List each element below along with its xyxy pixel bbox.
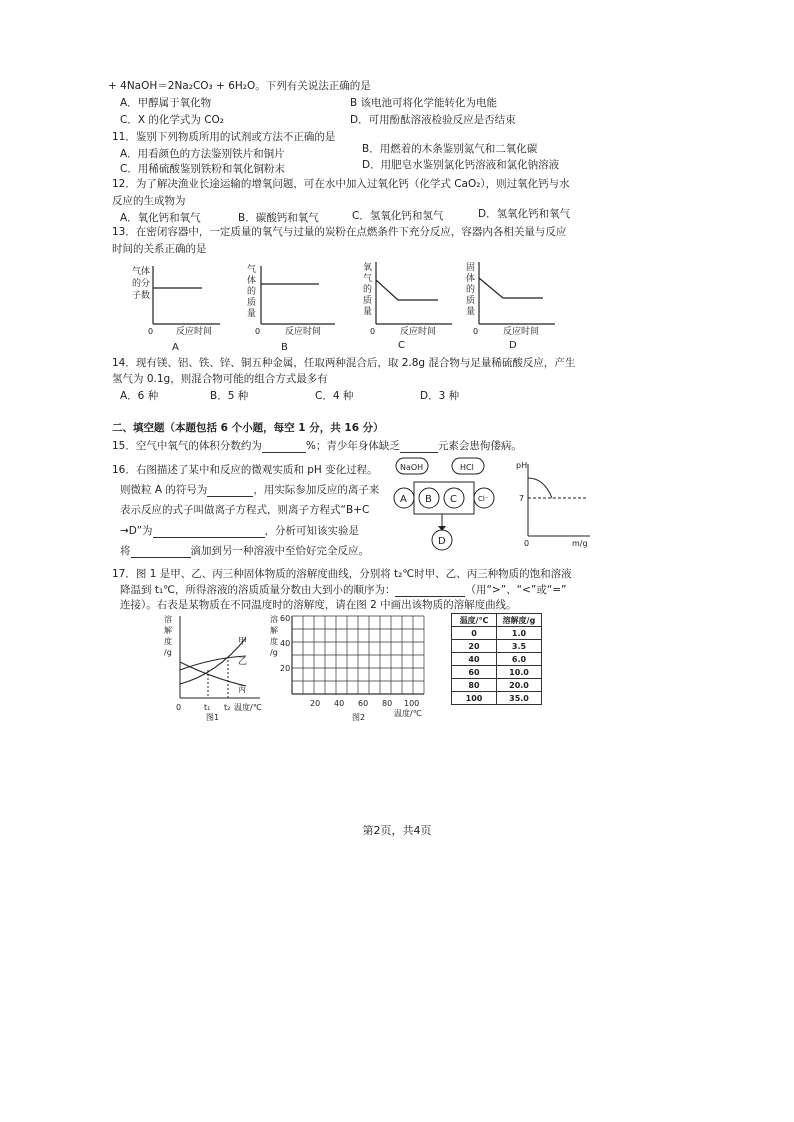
q17-fig2-xtick-100: 100 xyxy=(404,699,420,708)
q16-line4 xyxy=(120,525,359,538)
q13-graph-c-ylabel-5: 量 xyxy=(363,307,373,317)
table-cell: 100 xyxy=(452,692,497,705)
q13-graph-d-ylabel-1: 固 xyxy=(466,263,476,273)
q13-graph-a-ylabel-1: 气体 xyxy=(132,267,151,277)
q17-fig2-xtick-60: 60 xyxy=(358,699,369,708)
table-cell: 1.0 xyxy=(497,627,542,640)
q12-stem-line2: 反应的生成物为 xyxy=(112,195,186,207)
q16-ph-curve xyxy=(528,478,552,498)
q13-graph-a-origin: 0 xyxy=(148,327,154,336)
table-cell: 20 xyxy=(452,640,497,653)
q17-fig1-tick-t2: t₂ xyxy=(224,703,231,712)
q16-line5 xyxy=(120,545,369,558)
q16-ph-graph xyxy=(514,458,596,548)
q11-option-b: B．用燃着的木条鉴别氮气和二氧化碳 xyxy=(362,143,538,155)
q16-line4-a: →D”为 xyxy=(120,525,153,537)
table-cell: 35.0 xyxy=(497,692,542,705)
table-cell: 40 xyxy=(452,653,497,666)
q17-blank-1[interactable] xyxy=(395,596,465,597)
q17-solubility-table xyxy=(451,613,542,705)
q14-option-a: A．6 种 xyxy=(120,390,159,402)
q13-graph-c-option: C xyxy=(398,340,405,351)
q17-curve-jia xyxy=(180,638,246,684)
q16-naoh-label: NaOH xyxy=(400,463,424,472)
q17-fig1-tick-0: 0 xyxy=(176,703,182,712)
q14-option-d: D．3 种 xyxy=(420,390,460,402)
q13-graph-a-xlabel: 反应时间 xyxy=(176,327,213,337)
q17-fig2-grid[interactable] xyxy=(292,616,424,694)
q15-text-b: %；青少年身体缺乏 xyxy=(305,440,400,452)
q13-graph-b-ylabel-2: 体 xyxy=(247,276,257,286)
q16-line3: 表示反应的式子叫做离子方程式，则离子方程式“B+C xyxy=(120,504,370,516)
q14-stem-line1: 14．现有镁、铝、铁、锌、铜五种金属，任取两种混合后，取 2.8g 混合物与足量稀硫酸反应，产生 xyxy=(112,357,576,369)
q17-fig1-tick-t1: t₁ xyxy=(204,703,211,712)
q17-fig2-ytick-60: 60 xyxy=(280,614,291,623)
q16-blank-1[interactable] xyxy=(207,496,253,497)
q16-ph-xlabel: m/g xyxy=(572,539,588,548)
q13-graph-c xyxy=(360,258,460,350)
q17-fig2-ylabel-2: 解 xyxy=(270,626,278,635)
q16-blank-2[interactable] xyxy=(153,537,265,538)
q17-fig2-xtick-20: 20 xyxy=(310,699,321,708)
q17-fig2-xtick-40: 40 xyxy=(334,699,345,708)
q15 xyxy=(112,440,522,453)
q17-fig2-ytick-20: 20 xyxy=(280,664,291,673)
q13-stem-line2: 时间的关系正确的是 xyxy=(112,243,207,255)
q10-option-b: B 该电池可将化学能转化为电能 xyxy=(350,97,498,109)
table-row xyxy=(452,653,542,666)
table-cell: 3.5 xyxy=(497,640,542,653)
q17-fig2-caption: 图2 xyxy=(352,713,366,722)
q10-option-d: D．可用酚酞溶液检验反应是否结束 xyxy=(350,114,516,126)
q15-text-c: 元素会患佝偻病。 xyxy=(437,440,522,452)
q17-fig2-ylabel-1: 溶 xyxy=(270,615,278,624)
table-row xyxy=(452,679,542,692)
q14-stem-line2: 氢气为 0.1g，则混合物可能的组合方式最多有 xyxy=(112,373,328,385)
q13-graph-c-xlabel: 反应时间 xyxy=(400,327,437,337)
q13-graph-a-ylabel-2: 的分 xyxy=(132,279,151,289)
q13-graph-d-curve xyxy=(479,278,543,298)
q13-graph-a-option: A xyxy=(172,342,179,353)
q17-label-jia: 甲 xyxy=(238,637,248,647)
q16-ion-b: B xyxy=(425,494,432,505)
q13-graph-a-ylabel-3: 子数 xyxy=(132,291,151,301)
q13-graph-b-xlabel: 反应时间 xyxy=(285,327,322,337)
q14-option-c: C．4 种 xyxy=(315,390,354,402)
table-row xyxy=(452,666,542,679)
q17-figure-1 xyxy=(162,612,270,724)
q13-graph-d-ylabel-3: 的 xyxy=(466,285,476,295)
page-footer: 第2页，共4页 xyxy=(362,824,432,837)
table-row xyxy=(452,627,542,640)
table-cell: 20.0 xyxy=(497,679,542,692)
q16-line5-a: 将 xyxy=(120,545,131,557)
q17-label-yi: 乙 xyxy=(238,657,248,667)
q17-line2-a: 降温到 t₁℃，所得溶液的溶质质量分数由大到小的顺序为： xyxy=(120,584,396,596)
q17-fig2-ylabel-3: 度 xyxy=(270,637,278,646)
q10-option-c: C．X 的化学式为 CO₂ xyxy=(120,114,225,126)
q11-option-c: C．用稀硫酸鉴别铁粉和氧化铜粉末 xyxy=(120,163,285,175)
q16-ph-ylabel: pH xyxy=(516,461,528,470)
q17-figure-2 xyxy=(270,612,435,724)
q17-fig1-ylabel-1: 溶 xyxy=(164,615,172,624)
q11-stem: 11．鉴别下列物质所用的试剂或方法不正确的是 xyxy=(112,131,336,143)
q10-stem: + 4NaOH＝2Na₂CO₃ + 6H₂O。下列有关说法正确的是 xyxy=(108,80,371,92)
q13-graph-b-option: B xyxy=(281,342,288,353)
q16-line4-b: ，分析可知该实验是 xyxy=(264,525,360,537)
q13-graph-d-ylabel-5: 量 xyxy=(466,307,476,317)
q16-line2-a: 则微粒 A 的符号为 xyxy=(120,484,208,496)
q13-graph-d-origin: 0 xyxy=(473,327,479,336)
q13-graph-c-curve xyxy=(376,280,438,300)
table-row xyxy=(452,640,542,653)
q17-curve-bing xyxy=(180,662,246,686)
q13-graph-b-ylabel-5: 量 xyxy=(247,309,257,319)
q16-hcl-label: HCl xyxy=(460,463,474,472)
q11-option-a: A．用看颜色的方法鉴别铁片和铜片 xyxy=(120,148,285,160)
q17-fig1-caption: 图1 xyxy=(206,713,220,722)
q13-graph-b-ylabel-4: 质 xyxy=(247,298,257,308)
q13-graph-c-ylabel-4: 质 xyxy=(363,296,373,306)
q17-line2-b: （用“>”、“<”或“=” xyxy=(465,584,567,596)
q13-graph-d-option: D xyxy=(509,340,517,351)
q13-graph-d xyxy=(463,258,563,350)
q12-option-d: D．氢氧化钙和氧气 xyxy=(478,208,571,220)
q17-line3: 连接）。右表是某物质在不同温度时的溶解度，请在图 2 中画出该物质的溶解度曲线。 xyxy=(120,599,517,611)
q13-graph-c-ylabel-1: 氧 xyxy=(363,263,373,273)
q12-option-a: A．氧化钙和氧气 xyxy=(120,212,201,224)
table-row xyxy=(452,692,542,705)
q13-graph-c-ylabel-3: 的 xyxy=(363,285,373,295)
q17-fig2-ytick-40: 40 xyxy=(280,639,291,648)
q13-graph-c-ylabel-2: 气 xyxy=(363,274,373,284)
q13-graph-d-xlabel: 反应时间 xyxy=(503,327,540,337)
q16-line5-b: 滴加到另一种溶液中至恰好完全反应。 xyxy=(190,545,369,557)
q16-product-d: D xyxy=(438,536,446,547)
q16-ion-cl: Cl⁻ xyxy=(478,495,489,503)
q17-fig2-xlabel: 温度/℃ xyxy=(394,709,422,718)
q12-option-c: C．氢氧化钙和氢气 xyxy=(352,210,444,222)
table-header-row xyxy=(452,614,542,627)
table-header-temp: 温度/℃ xyxy=(452,614,497,627)
table-cell: 0 xyxy=(452,627,497,640)
q13-graph-a xyxy=(128,262,228,352)
q13-graph-b xyxy=(243,262,343,352)
table-cell: 6.0 xyxy=(497,653,542,666)
q16-line1: 16．右图描述了某中和反应的微观实质和 pH 变化过程。 xyxy=(112,464,378,476)
q13-graph-d-ylabel-2: 体 xyxy=(466,274,476,284)
q17-fig2-xtick-80: 80 xyxy=(382,699,393,708)
q12-stem-line1: 12．为了解决渔业长途运输的增氧问题，可在水中加入过氧化钙（化学式 CaO₂），则过氧化钙与水 xyxy=(112,178,570,190)
table-cell: 10.0 xyxy=(497,666,542,679)
q15-blank-1[interactable] xyxy=(262,452,306,453)
q17-fig1-ylabel-3: 度 xyxy=(164,637,172,646)
q17-label-bing: 丙 xyxy=(238,685,246,694)
q13-graph-d-ylabel-4: 质 xyxy=(466,296,476,306)
q16-ph-seven: 7 xyxy=(519,494,525,503)
q12-option-b: B．碳酸钙和氧气 xyxy=(238,212,319,224)
q13-graph-b-ylabel-1: 气 xyxy=(247,265,257,275)
q11-option-d: D．用肥皂水鉴别氯化钙溶液和氯化钠溶液 xyxy=(362,159,560,171)
q17-fig1-xlabel: 温度/℃ xyxy=(234,703,262,712)
table-cell: 60 xyxy=(452,666,497,679)
q15-text-a: 15．空气中氧气的体积分数约为 xyxy=(112,440,262,452)
q14-option-b: B．5 种 xyxy=(210,390,249,402)
q16-ion-c: C xyxy=(450,494,457,505)
q13-graph-b-ylabel-3: 的 xyxy=(247,287,257,297)
table-cell: 80 xyxy=(452,679,497,692)
q16-ph-origin: 0 xyxy=(524,539,530,548)
q15-blank-2[interactable] xyxy=(400,452,438,453)
table-header-solubility: 溶解度/g xyxy=(497,614,542,627)
q17-fig2-ylabel-4: /g xyxy=(270,648,278,657)
q13-graph-b-origin: 0 xyxy=(255,327,261,336)
q16-blank-3[interactable] xyxy=(131,557,191,558)
q16-micro-diagram xyxy=(392,456,504,550)
q13-graph-c-origin: 0 xyxy=(370,327,376,336)
q17-line1: 17．图 1 是甲、乙、丙三种固体物质的溶解度曲线，分别将 t₂℃时甲、乙、丙三种物质的饱和溶液 xyxy=(112,568,572,580)
q17-fig1-ylabel-2: 解 xyxy=(164,626,172,635)
q17-curve-yi xyxy=(180,656,246,670)
q10-option-a: A．甲醇属于氧化物 xyxy=(120,97,212,109)
q16-line2-b: ，用实际参加反应的离子来 xyxy=(253,484,380,496)
q17-line2 xyxy=(120,584,567,597)
q13-stem-line1: 13．在密闭容器中，一定质量的氧气与过量的炭粉在点燃条件下充分反应，容器内各相关量与反应 xyxy=(112,226,567,238)
q17-fig1-ylabel-4: /g xyxy=(164,648,172,657)
q16-line2 xyxy=(120,484,379,497)
section-2-heading: 二、填空题（本题包括 6 个小题，每空 1 分，共 16 分） xyxy=(112,422,384,434)
q16-ion-a: A xyxy=(400,494,407,505)
